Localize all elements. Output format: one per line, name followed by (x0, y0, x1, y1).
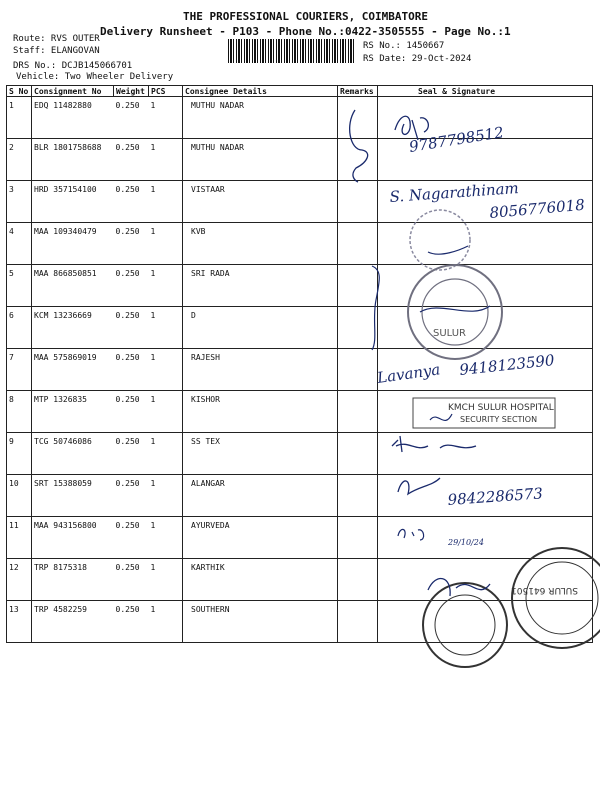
phone-row7: 9418123590 (458, 351, 556, 379)
table-row: 5 MAA 866850851 0.250 1 SRI RADA (7, 265, 593, 307)
table-row: 8 MTP 1326835 0.250 1 KISHOR (7, 391, 593, 433)
phone-row3: 8056776018 (488, 195, 586, 222)
table-row: 11 MAA 943156800 0.250 1 AYURVEDA (7, 517, 593, 559)
table-row: 9 TCG 50746086 0.250 1 SS TEX (7, 433, 593, 475)
table-row: 7 MAA 575869019 0.250 1 RAJESH (7, 349, 593, 391)
rs-number: RS No.: 1450667 (363, 41, 445, 51)
table-row: 2 BLR 1801758688 0.250 1 MUTHU NADAR (7, 139, 593, 181)
col-remarks: Remarks (338, 86, 378, 97)
col-pcs: PCS (149, 86, 183, 97)
runsheet-table (6, 85, 593, 643)
table-row: 12 TRP 8175318 0.250 1 KARTHIK (7, 559, 593, 601)
vehicle-label: Vehicle: Two Wheeler Delivery (16, 72, 174, 82)
rs-date: RS Date: 29-Oct-2024 (363, 54, 472, 64)
table-row: 4 MAA 109340479 0.250 1 KVB (7, 223, 593, 265)
phone-row1: 9787798512 (407, 123, 505, 156)
col-sno: S No (7, 86, 32, 97)
runsheet-subtitle: Delivery Runsheet - P103 - Phone No.:0422-3505555 - Page No.:1 (100, 25, 511, 38)
col-weight: Weight (114, 86, 149, 97)
table-row: 6 KCM 13236669 0.250 1 D (7, 307, 593, 349)
route-label: Route: RVS OUTER (13, 34, 100, 44)
col-signature: Seal & Signature (378, 86, 593, 97)
col-consignment: Consignment No (32, 86, 114, 97)
table-row: 10 SRT 15388059 0.250 1 ALANGAR (7, 475, 593, 517)
table-row: 1 EDQ 11482880 0.250 1 MUTHU NADAR (7, 97, 593, 139)
svg-text:SULUR 641501: SULUR 641501 (511, 585, 578, 595)
table-row: 13 TRP 4582259 0.250 1 SOUTHERN (7, 601, 593, 643)
staff-label: Staff: ELANGOVAN (13, 46, 100, 56)
date-row11: 29/10/24 (448, 538, 484, 547)
svg-text:KMCH SULUR HOSPITAL: KMCH SULUR HOSPITAL (448, 403, 554, 413)
col-consignee: Consignee Details (183, 86, 338, 97)
table-header-row (7, 86, 593, 97)
name-row7: Lavanya (376, 360, 442, 387)
name-row3: S. Nagarathinam (389, 179, 520, 206)
drs-label: DRS No.: DCJB145066701 (13, 61, 133, 71)
barcode (228, 39, 356, 63)
svg-text:SECURITY SECTION: SECURITY SECTION (460, 415, 538, 424)
phone-row10: 9842286573 (447, 484, 544, 509)
table-row: 3 HRD 357154100 0.250 1 VISTAAR (7, 181, 593, 223)
svg-text:SULUR: SULUR (433, 328, 467, 339)
company-title: THE PROFESSIONAL COURIERS, COIMBATORE (183, 10, 429, 23)
